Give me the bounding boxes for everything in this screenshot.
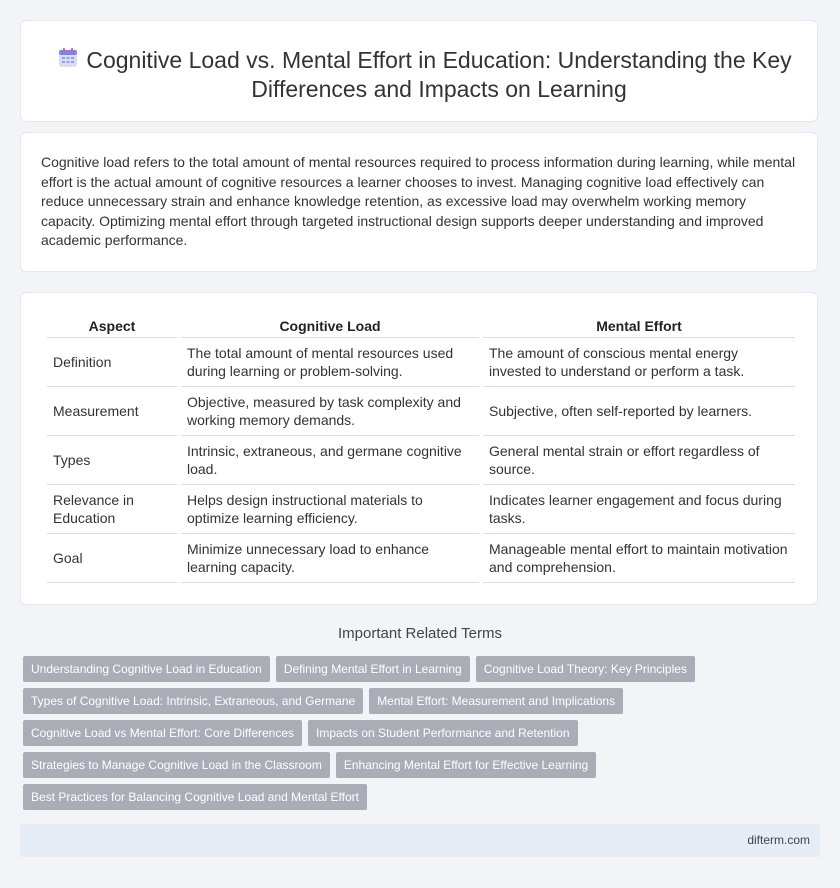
cell-mental-effort: Subjective, often self-reported by learners. bbox=[483, 387, 795, 436]
cell-cognitive-load: Minimize unnecessary load to enhance learning capacity. bbox=[181, 534, 479, 583]
tag-row bbox=[23, 656, 823, 682]
footer bbox=[20, 824, 820, 857]
related-term-tag[interactable]: Cognitive Load vs Mental Effort: Core Differences bbox=[23, 720, 302, 746]
table-row bbox=[47, 485, 795, 534]
header-mental-effort: Mental Effort bbox=[483, 313, 795, 338]
comparison-card bbox=[20, 292, 818, 605]
cell-cognitive-load: Intrinsic, extraneous, and germane cognitive load. bbox=[181, 436, 479, 485]
header-aspect: Aspect bbox=[47, 313, 177, 338]
table-row bbox=[47, 436, 795, 485]
tag-row bbox=[23, 784, 823, 810]
comparison-table bbox=[43, 313, 799, 583]
related-terms-heading: Important Related Terms bbox=[338, 625, 502, 642]
cell-cognitive-load: Helps design instructional materials to optimize learning efficiency. bbox=[181, 485, 479, 534]
header-cognitive-load: Cognitive Load bbox=[181, 313, 479, 338]
table-row bbox=[47, 534, 795, 583]
cell-mental-effort: General mental strain or effort regardless of source. bbox=[483, 436, 795, 485]
table-header-row bbox=[47, 313, 795, 338]
related-term-tag[interactable]: Best Practices for Balancing Cognitive Load and Mental Effort bbox=[23, 784, 367, 810]
intro-paragraph: Cognitive load refers to the total amount of mental resources required to process information during learning, while mental effort is the actual amount of cognitive resources a learner chooses to invest. Managing cognitive load effectively can reduce unnecessary strain and enhance knowledge retention, as excessive load may overwhelm working memory capacity. Optimizing mental effort through targeted instructional design supports deeper understanding and improved academic performance. bbox=[41, 154, 796, 248]
related-term-tag[interactable]: Cognitive Load Theory: Key Principles bbox=[476, 656, 695, 682]
cell-aspect: Goal bbox=[47, 534, 177, 583]
cell-cognitive-load: The total amount of mental resources used during learning or problem-solving. bbox=[181, 338, 479, 387]
calendar-icon bbox=[57, 47, 79, 69]
related-term-tag[interactable]: Enhancing Mental Effort for Effective Learning bbox=[336, 752, 596, 778]
related-term-tag[interactable]: Mental Effort: Measurement and Implications bbox=[369, 688, 623, 714]
footer-site-link[interactable]: difterm.com bbox=[747, 833, 810, 847]
cell-aspect: Types bbox=[47, 436, 177, 485]
related-term-tag[interactable]: Strategies to Manage Cognitive Load in the Classroom bbox=[23, 752, 330, 778]
tag-row bbox=[23, 688, 823, 714]
cell-aspect: Relevance in Education bbox=[47, 485, 177, 534]
cell-mental-effort: Indicates learner engagement and focus during tasks. bbox=[483, 485, 795, 534]
related-term-tag[interactable]: Types of Cognitive Load: Intrinsic, Extraneous, and Germane bbox=[23, 688, 363, 714]
related-terms-tags bbox=[23, 656, 823, 816]
tag-row bbox=[23, 752, 823, 778]
cell-mental-effort: The amount of conscious mental energy invested to understand or perform a task. bbox=[483, 338, 795, 387]
table-row bbox=[47, 338, 795, 387]
tag-row bbox=[23, 720, 823, 746]
title-card bbox=[20, 20, 818, 122]
cell-aspect: Measurement bbox=[47, 387, 177, 436]
table-row bbox=[47, 387, 795, 436]
related-term-tag[interactable]: Understanding Cognitive Load in Education bbox=[23, 656, 270, 682]
cell-cognitive-load: Objective, measured by task complexity and working memory demands. bbox=[181, 387, 479, 436]
cell-mental-effort: Manageable mental effort to maintain motivation and comprehension. bbox=[483, 534, 795, 583]
intro-card bbox=[20, 132, 818, 272]
page-title: Cognitive Load vs. Mental Effort in Education: Understanding the Key Differences and Impacts on Learning bbox=[86, 47, 792, 102]
related-term-tag[interactable]: Defining Mental Effort in Learning bbox=[276, 656, 470, 682]
related-term-tag[interactable]: Impacts on Student Performance and Retention bbox=[308, 720, 577, 746]
cell-aspect: Definition bbox=[47, 338, 177, 387]
